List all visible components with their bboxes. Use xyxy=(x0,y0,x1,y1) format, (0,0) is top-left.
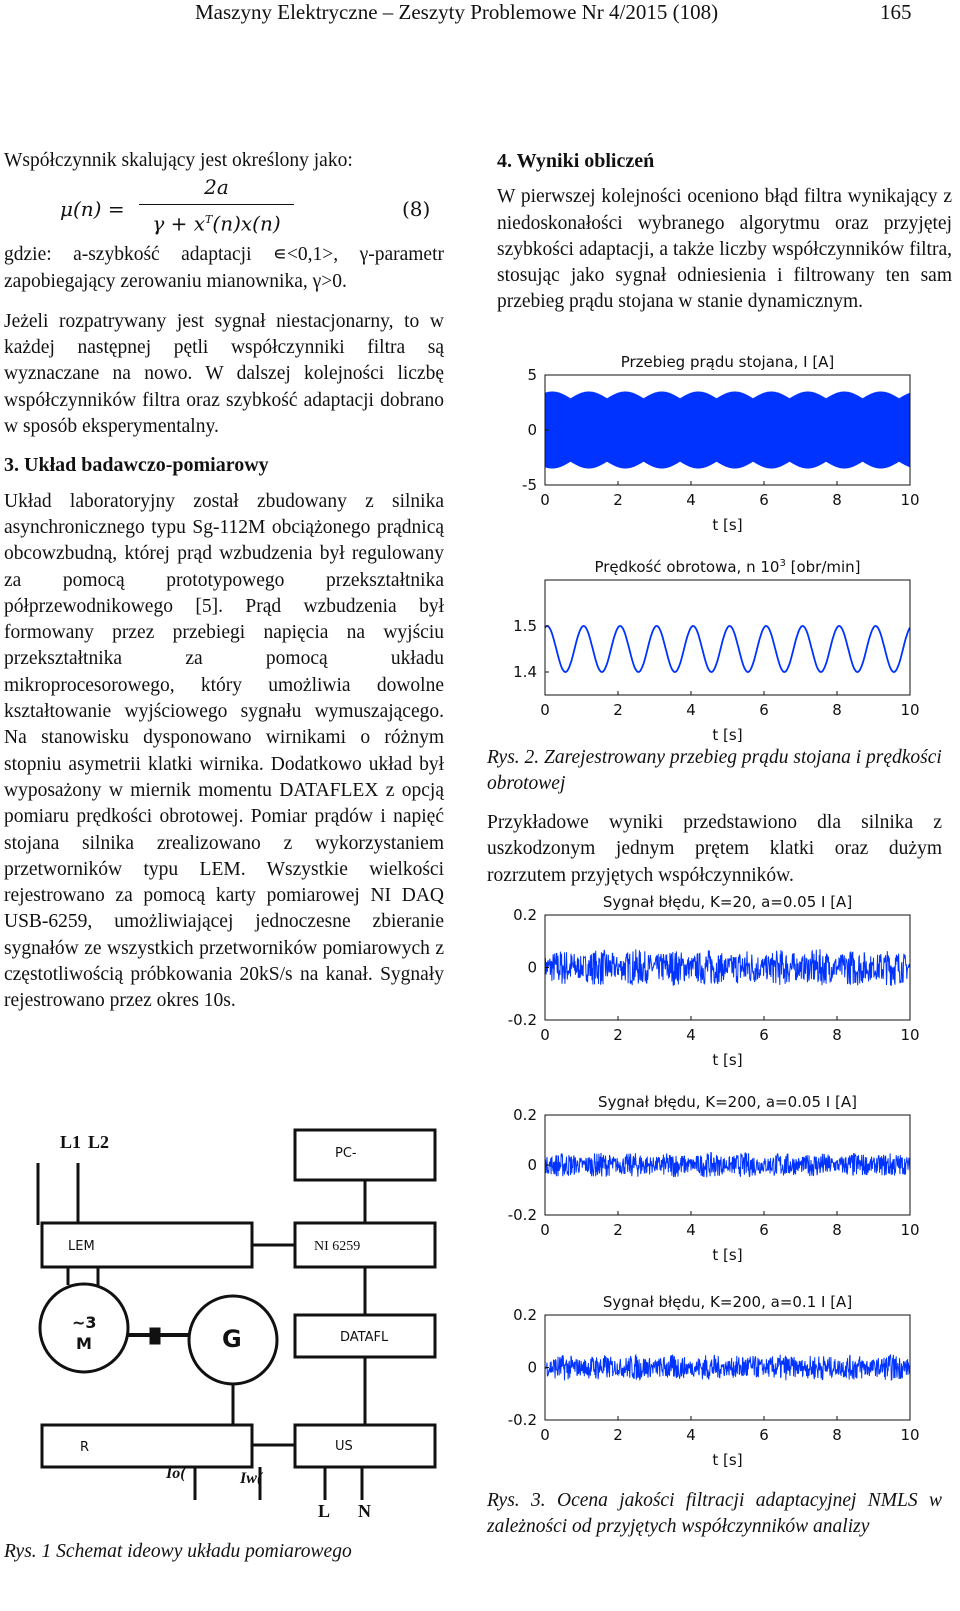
equation-number: (8) xyxy=(402,197,431,222)
chart-series-line xyxy=(545,626,910,672)
label-motor-phase: ~3 xyxy=(72,1313,97,1332)
x-axis-label: t [s] xyxy=(712,1451,743,1469)
x-tick-label: 4 xyxy=(686,491,696,509)
x-axis-label: t [s] xyxy=(712,726,743,744)
chart-title: Sygnał błędu, K=20, a=0.05 I [A] xyxy=(602,893,853,911)
x-tick-label: 6 xyxy=(759,491,769,509)
x-axis-label: t [s] xyxy=(712,1246,743,1264)
y-tick-label: 1.4 xyxy=(513,663,537,681)
figure-2-caption: Rys. 2. Zarejestrowany przebieg prądu stojana i prędkości obrotowej xyxy=(487,747,942,794)
x-tick-label: 8 xyxy=(832,1221,842,1239)
y-tick-label: -0.2 xyxy=(507,1011,537,1029)
x-tick-label: 10 xyxy=(900,491,920,509)
equation-fraction xyxy=(139,174,294,237)
label-l1: L1 xyxy=(60,1132,82,1152)
x-tick-label: 8 xyxy=(832,491,842,509)
y-tick-label: 0 xyxy=(527,958,537,977)
y-tick-label: 0 xyxy=(527,1358,537,1377)
paragraph-results-intro: W pierwszej kolejności oceniono błąd filtra wynikający z niedoskonałości wybranego algorytmu oraz przyjętej szybkości adaptacji, a także liczby współczynników filtra, stosując jako sygnał odniesienia i filtrowany ten sam przebieg prądu stojana w stanie dynamicznym. xyxy=(497,186,952,313)
y-tick-label: 1.5 xyxy=(513,617,537,635)
x-tick-label: 6 xyxy=(759,1221,769,1239)
x-tick-label: 0 xyxy=(540,1426,550,1444)
label-generator: G xyxy=(222,1325,242,1353)
x-tick-label: 8 xyxy=(832,1426,842,1444)
label-ni: NI 6259 xyxy=(314,1239,361,1254)
journal-title: Maszyny Elektryczne – Zeszyty Problemowe Nr 4/2015 (108) xyxy=(195,0,719,24)
label-r: R xyxy=(80,1440,90,1455)
section-heading-3: 3. Układ badawczo-pomiarowy xyxy=(4,454,269,477)
chart-title: Prędkość obrotowa, n $10^3$ [obr/min] xyxy=(594,558,861,576)
y-tick-label: 0.2 xyxy=(513,1106,537,1124)
chart-4 xyxy=(508,1093,920,1264)
x-axis-label: t [s] xyxy=(712,516,743,534)
figure-1-caption: Rys. 1 Schemat ideowy układu pomiarowego xyxy=(4,1541,352,1562)
figure-charts xyxy=(500,345,920,1495)
x-tick-label: 0 xyxy=(540,1221,550,1239)
x-tick-label: 4 xyxy=(686,1426,696,1444)
page-number: 165 xyxy=(880,0,912,24)
chart-title: Przebieg prądu stojana, I [A] xyxy=(620,353,835,371)
x-tick-label: 8 xyxy=(832,701,842,719)
x-tick-label: 10 xyxy=(900,1426,920,1444)
y-tick-label: 0.2 xyxy=(513,1306,537,1324)
chart-series-line xyxy=(545,392,910,469)
figure-3-caption: Rys. 3. Ocena jakości filtracji adaptacyjnej NMLS w zależności od przyjętych współczynników analizy xyxy=(487,1490,942,1537)
x-tick-label: 4 xyxy=(686,701,696,719)
equation-8 xyxy=(4,174,444,242)
paragraph-where: gdzie: a-szybkość adaptacji ∊<0,1>, γ-parametr zapobiegający zerowaniu mianownika, γ>0. xyxy=(4,244,444,292)
label-n: N xyxy=(358,1501,371,1520)
x-tick-label: 2 xyxy=(613,1221,623,1239)
x-tick-label: 6 xyxy=(759,1026,769,1044)
label-motor: M xyxy=(76,1334,92,1353)
x-tick-label: 10 xyxy=(900,1221,920,1239)
equation-denominator: $\gamma + x^T(n)x(n)$ xyxy=(152,211,281,236)
label-us: US xyxy=(335,1439,353,1454)
paragraph-scaling-intro: Współczynnik skalujący jest określony jako: xyxy=(4,150,353,171)
label-iw: Iw( xyxy=(240,1470,263,1487)
chart-5 xyxy=(508,1293,920,1469)
left-column xyxy=(4,148,444,1015)
x-tick-label: 6 xyxy=(759,701,769,719)
x-tick-label: 6 xyxy=(759,1426,769,1444)
chart-series-line xyxy=(545,949,910,986)
label-l2: L2 xyxy=(88,1132,110,1152)
label-pc: PC- xyxy=(335,1146,357,1161)
y-tick-label: 0 xyxy=(527,421,537,439)
x-tick-label: 2 xyxy=(613,1426,623,1444)
x-tick-label: 0 xyxy=(540,1026,550,1044)
chart-3 xyxy=(508,893,920,1069)
paragraph-setup: Układ laboratoryjny został zbudowany z silnika asynchronicznego typu Sg-112M obciążonego prądnicą obcowzbudną, której prąd wzbudzenia był regulowany za pomocą prototypowego przekształtnika półprzewodnikowego [5]. Prąd wzbudzenia był formowany przez przebiegi napięcia na wyjściu przekształtnika za pomocą układu mikroprocesorowego, który umożliwia dowolne kształtowanie wyjściowego sygnału wymuszającego. Na stanowisku dysponowano wirnikami o różnym stopniu asymetrii klatki wirnika. Dodatkowo układ był wyposażony w miernik momentu DATAFLEX z opcją pomiaru prędkości obrotowej. Pomiar prądów i napięć stojana silnika zrealizowano z wykorzystaniem przetworników typu LEM. Wszystkie wielkości rejestrowano za pomocą karty pomiarowej NI DAQ USB-6259, umożliwiającej jednoczesne zbieranie sygnałów ze wszystkich przetworników pomiarowych z częstotliwością próbkowania 20kS/s na kanał. Sygnały rejestrowano przez okres 10s. xyxy=(4,490,444,1012)
chart-2 xyxy=(513,558,919,744)
x-tick-label: 0 xyxy=(540,701,550,719)
x-tick-label: 8 xyxy=(832,1026,842,1044)
x-tick-label: 4 xyxy=(686,1221,696,1239)
running-header xyxy=(0,0,960,30)
x-tick-label: 4 xyxy=(686,1026,696,1044)
y-tick-label: -0.2 xyxy=(507,1411,537,1429)
label-datafl: DATAFL xyxy=(340,1330,389,1345)
plot-frame xyxy=(545,580,910,695)
chart-1 xyxy=(522,353,920,534)
equation-lhs: μ(n) = xyxy=(60,197,125,222)
y-tick-label: 0 xyxy=(527,1156,537,1174)
measurement-setup-diagram xyxy=(0,1125,460,1520)
chart-series-line xyxy=(545,1153,910,1178)
paragraph-results-example-wrap xyxy=(487,810,942,889)
y-tick-label: 0.2 xyxy=(513,906,537,924)
paragraph-results-example: Przykładowe wyniki przedstawiono dla silnika z uszkodzonym jednym prętem klatki oraz dużym rozrzutem przyjętych współczynników. xyxy=(487,812,942,886)
paragraph-nonstationary: Jeżeli rozpatrywany jest sygnał niestacjonarny, to w każdej następnej pętli współczynniki filtra są wyznaczane na nowo. W dalszej kolejności liczbę współczynników filtra oraz szybkość adaptacji dobrano w sposób eksperymentalny. xyxy=(4,310,444,438)
label-lem: LEM xyxy=(68,1239,95,1254)
y-tick-label: 5 xyxy=(527,366,537,384)
x-axis-label: t [s] xyxy=(712,1051,743,1069)
equation-numerator: 2a xyxy=(204,175,229,200)
x-tick-label: 2 xyxy=(613,491,623,509)
x-tick-label: 10 xyxy=(900,1026,920,1044)
chart-series-line xyxy=(545,1355,910,1381)
section-heading-4: 4. Wyniki obliczeń xyxy=(497,150,655,172)
x-tick-label: 2 xyxy=(613,1026,623,1044)
right-column xyxy=(497,148,952,316)
y-tick-label: -0.2 xyxy=(507,1206,537,1224)
x-tick-label: 10 xyxy=(900,701,920,719)
chart-title: Sygnał błędu, K=200, a=0.1 I [A] xyxy=(602,1293,853,1311)
label-l: L xyxy=(318,1501,331,1520)
chart-title: Sygnał błędu, K=200, a=0.05 I [A] xyxy=(598,1093,857,1111)
x-tick-label: 0 xyxy=(540,491,550,509)
x-tick-label: 2 xyxy=(613,701,623,719)
y-tick-label: -5 xyxy=(522,476,537,494)
label-io: Io( xyxy=(166,1465,186,1482)
